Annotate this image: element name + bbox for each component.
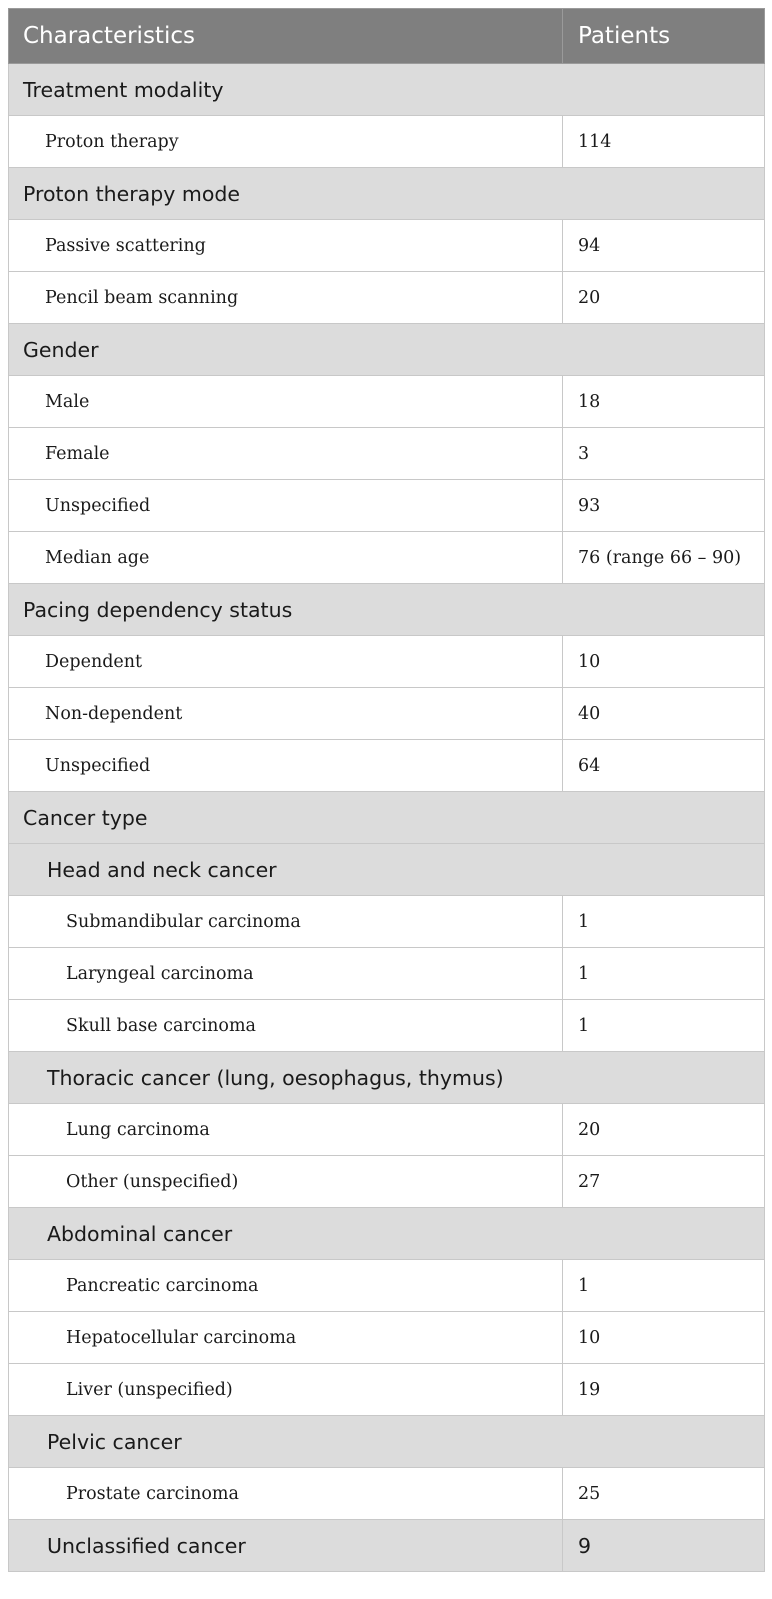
table-row <box>9 1260 765 1312</box>
table-row <box>9 1000 765 1052</box>
row-value: 94 <box>563 220 765 272</box>
subsection-value: 9 <box>563 1520 765 1572</box>
subsection-row <box>9 844 765 896</box>
patient-characteristics-table-container <box>8 8 764 1572</box>
row-value: 76 (range 66 – 90) <box>563 532 765 584</box>
row-value: 93 <box>563 480 765 532</box>
table-row <box>9 1364 765 1416</box>
table-row <box>9 1104 765 1156</box>
row-label: Dependent <box>9 636 563 688</box>
header-patients: Patients <box>563 9 765 64</box>
row-value: 1 <box>563 948 765 1000</box>
section-row <box>9 324 765 376</box>
row-value: 20 <box>563 272 765 324</box>
row-label: Submandibular carcinoma <box>9 896 563 948</box>
row-value: 1 <box>563 1000 765 1052</box>
subsection-row-with-value <box>9 1520 765 1572</box>
row-label: Liver (unspecified) <box>9 1364 563 1416</box>
row-value: 27 <box>563 1156 765 1208</box>
table-row <box>9 636 765 688</box>
row-value: 3 <box>563 428 765 480</box>
table-row <box>9 532 765 584</box>
table-row <box>9 896 765 948</box>
section-row <box>9 792 765 844</box>
subsection-label: Unclassified cancer <box>9 1520 563 1572</box>
section-row <box>9 584 765 636</box>
row-label: Other (unspecified) <box>9 1156 563 1208</box>
subsection-label: Thoracic cancer (lung, oesophagus, thymus) <box>9 1052 765 1104</box>
table-row <box>9 740 765 792</box>
header-characteristics: Characteristics <box>9 9 563 64</box>
row-label: Unspecified <box>9 740 563 792</box>
row-value: 10 <box>563 636 765 688</box>
table-row <box>9 948 765 1000</box>
row-label: Laryngeal carcinoma <box>9 948 563 1000</box>
section-label: Pacing dependency status <box>9 584 765 636</box>
subsection-label: Head and neck cancer <box>9 844 765 896</box>
table-row <box>9 428 765 480</box>
row-value: 40 <box>563 688 765 740</box>
row-label: Female <box>9 428 563 480</box>
table-row <box>9 376 765 428</box>
section-label: Gender <box>9 324 765 376</box>
subsection-row <box>9 1052 765 1104</box>
section-label: Treatment modality <box>9 64 765 116</box>
table-row <box>9 1468 765 1520</box>
subsection-label: Abdominal cancer <box>9 1208 765 1260</box>
row-value: 114 <box>563 116 765 168</box>
table-row <box>9 272 765 324</box>
section-row <box>9 64 765 116</box>
row-label: Unspecified <box>9 480 563 532</box>
table-header-row <box>9 9 765 64</box>
section-label: Cancer type <box>9 792 765 844</box>
row-value: 25 <box>563 1468 765 1520</box>
row-label: Prostate carcinoma <box>9 1468 563 1520</box>
row-label: Median age <box>9 532 563 584</box>
row-label: Pencil beam scanning <box>9 272 563 324</box>
row-value: 1 <box>563 1260 765 1312</box>
subsection-row <box>9 1416 765 1468</box>
row-value: 1 <box>563 896 765 948</box>
row-label: Skull base carcinoma <box>9 1000 563 1052</box>
subsection-row <box>9 1208 765 1260</box>
table-row <box>9 688 765 740</box>
row-value: 64 <box>563 740 765 792</box>
section-row <box>9 168 765 220</box>
row-label: Passive scattering <box>9 220 563 272</box>
table-row <box>9 220 765 272</box>
row-label: Proton therapy <box>9 116 563 168</box>
table-row <box>9 1156 765 1208</box>
subsection-label: Pelvic cancer <box>9 1416 765 1468</box>
patient-characteristics-table <box>8 8 765 1572</box>
section-label: Proton therapy mode <box>9 168 765 220</box>
row-value: 20 <box>563 1104 765 1156</box>
row-label: Pancreatic carcinoma <box>9 1260 563 1312</box>
table-row <box>9 480 765 532</box>
row-value: 10 <box>563 1312 765 1364</box>
table-row <box>9 116 765 168</box>
table-row <box>9 1312 765 1364</box>
row-label: Hepatocellular carcinoma <box>9 1312 563 1364</box>
row-label: Lung carcinoma <box>9 1104 563 1156</box>
row-value: 19 <box>563 1364 765 1416</box>
row-label: Male <box>9 376 563 428</box>
row-value: 18 <box>563 376 765 428</box>
row-label: Non-dependent <box>9 688 563 740</box>
